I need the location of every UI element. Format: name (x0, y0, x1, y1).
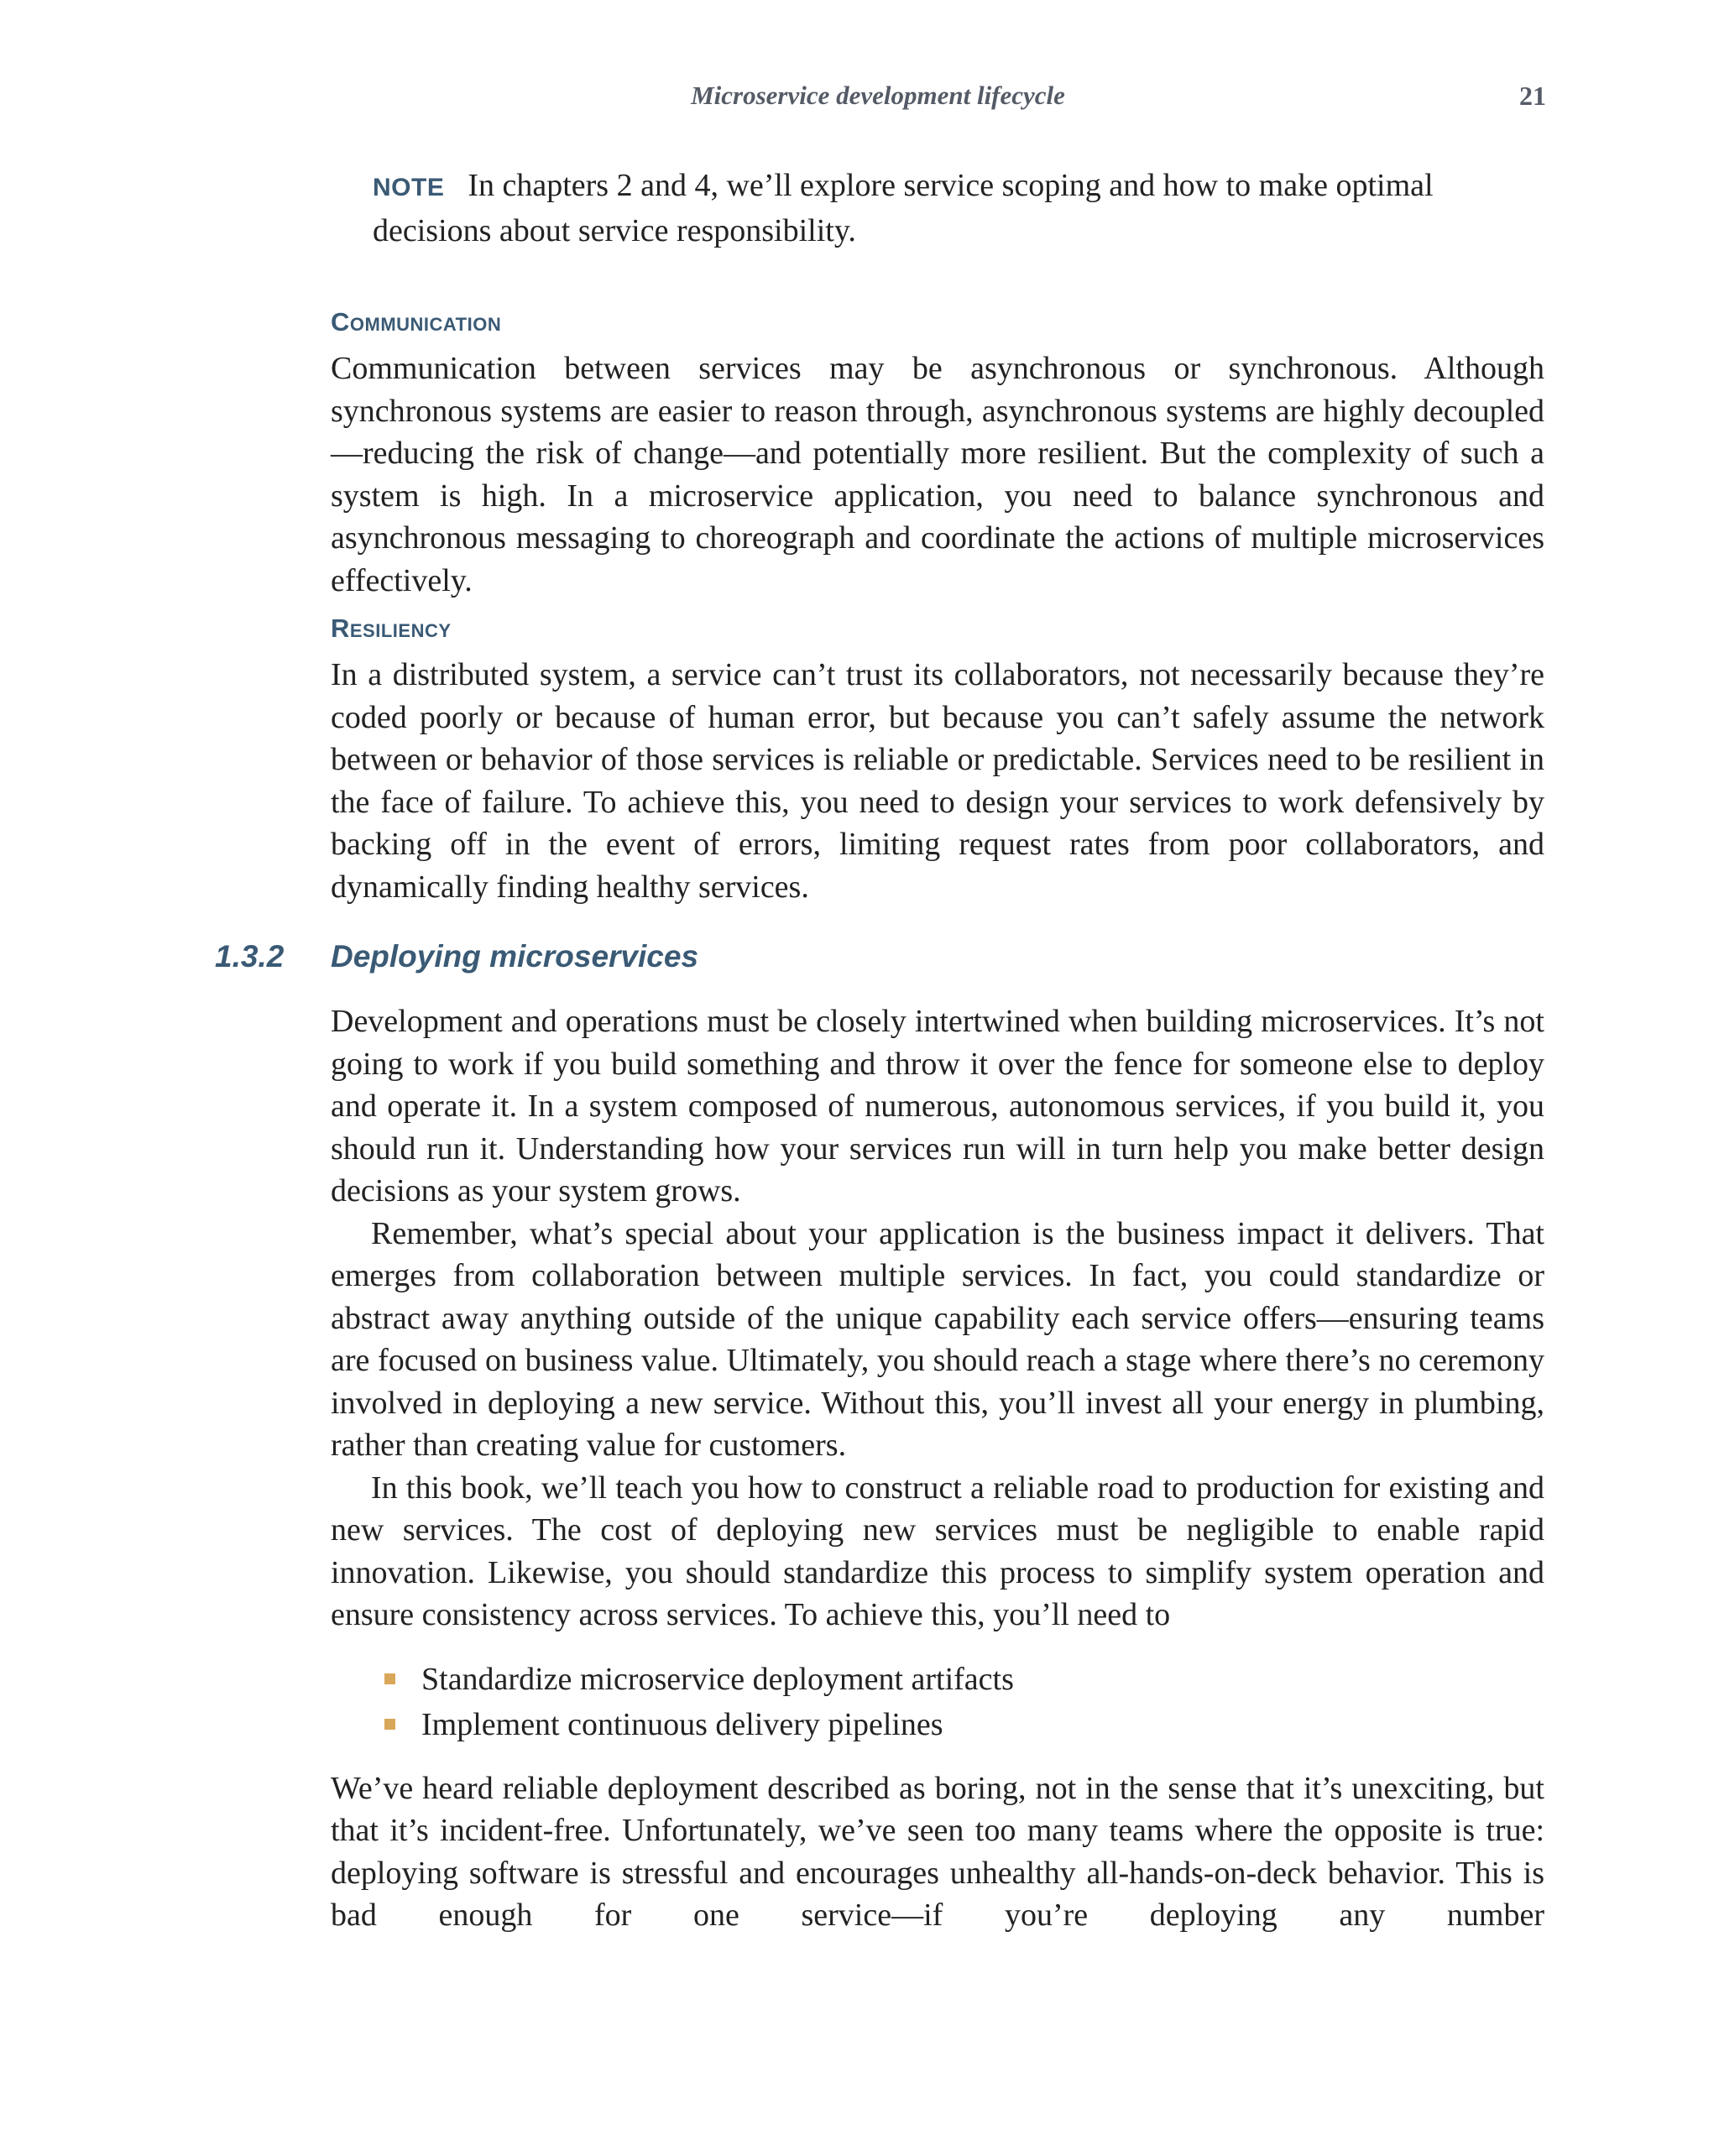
running-head (0, 81, 1719, 117)
section-paragraph: Development and operations must be closely intertwined when building microservices. It’s not going to work if you build something and throw it over the fence for someone else to deploy and operate it. In a system composed of numerous, autonomous services, if you build it, you should run it. Understanding how your services run will in turn help you make better design decisions as your system grows. (331, 1004, 1544, 1209)
page-body (215, 164, 1544, 1937)
list-item (384, 1657, 1544, 1702)
list-item (384, 1702, 1544, 1747)
list-item-text: Implement continuous delivery pipelines (421, 1706, 943, 1742)
communication-paragraph: Communication between services may be asynchronous or synchronous. Although synchronous systems are easier to reason through, asynchronous systems are highly decoupled—reducing the risk of change—and potentially more resilient. But the complexity of such a system is high. In a microservice application, you need to balance synchronous and asynchronous messaging to choreograph and coordinate the actions of multiple microservices effectively. (331, 351, 1544, 598)
note-block (331, 164, 1464, 252)
bullet-icon (384, 1673, 395, 1684)
note-text: In chapters 2 and 4, we’ll explore service scoping and how to make optimal decisions about service responsibility. (373, 168, 1434, 248)
section-number: 1.3.2 (215, 939, 285, 974)
page-number: 21 (1519, 81, 1546, 111)
section-heading (215, 935, 1544, 979)
section-title: Deploying microservices (331, 939, 699, 974)
bullet-list (331, 1657, 1544, 1747)
resiliency-heading: Resiliency (331, 613, 452, 643)
section-paragraph: In this book, we’ll teach you how to construct a reliable road to production for existing and new services. The cost of deploying new services must be negligible to enable rapid innovation. Likewise, you should standardize this process to simplify system operation and ensure consistency across services. To achieve this, you’ll need to (331, 1470, 1544, 1632)
bullet-icon (384, 1719, 395, 1730)
section-paragraph: Remember, what’s special about your application is the business impact it delivers. That emerges from collaboration between multiple services. In fact, you could standardize or abstract away anything outside of the unique capability each service offers—ensuring teams are focused on business value. Ultimately, you should reach a stage where there’s no ceremony involved in deploying a new service. Without this, you’ll invest all your energy in plumbing, rather than creating value for customers. (331, 1215, 1544, 1463)
note-label: NOTE (373, 174, 445, 201)
running-title: Microservice development lifecycle (691, 81, 1065, 110)
resiliency-paragraph: In a distributed system, a service can’t trust its collaborators, not necessarily because they’re coded poorly or because of human error, but because you can’t safely assume the network between or behavior of those services is reliable or predictable. Services need to be resilient in the face of failure. To achieve this, you need to design your services to work defensively by backing off in the event of errors, limiting request rates from poor collaborators, and dynamically finding healthy services. (331, 657, 1544, 905)
communication-heading: Communication (331, 307, 502, 337)
closing-paragraph: We’ve heard reliable deployment described as boring, not in the sense that it’s unexciting, but that it’s incident-free. Unfortunately, we’ve seen too many teams where the opposite is true: deploying software is stressful and encourages unhealthy all-hands-on-deck behavior. This is bad enough for one service—if you’re deploying any number (331, 1770, 1544, 1933)
list-item-text: Standardize microservice deployment artifacts (421, 1661, 1014, 1697)
